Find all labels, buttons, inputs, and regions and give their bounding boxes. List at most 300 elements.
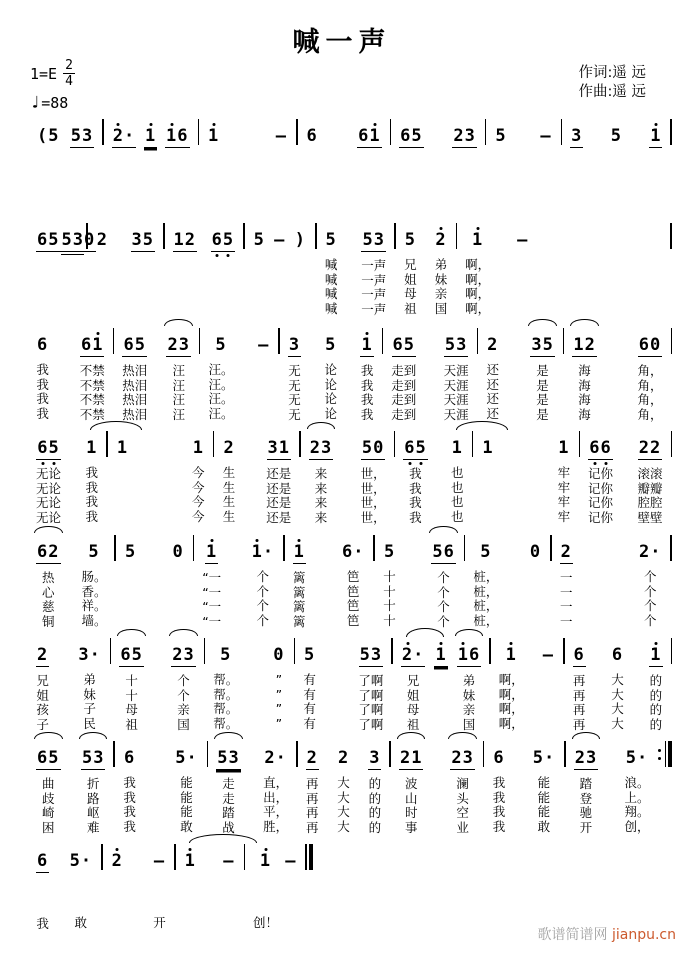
note-char: 5 [48,230,60,250]
note-char: 5 [403,335,415,355]
note-char: 3 [72,230,84,250]
lyric-syllable [46,303,50,318]
lyric-syllable: 我 [409,495,422,510]
lyric-syllable [439,674,443,689]
lyric-stack [560,571,573,629]
lyric-syllable: 祖 [125,716,138,732]
lyric-stack [76,259,80,317]
note-column [625,740,650,835]
lyric-syllable: 十 [383,569,396,584]
measure [391,740,483,835]
note-column [530,327,555,422]
lyric-syllable [534,599,538,614]
lyric-stack [36,363,49,421]
lyric-stack [573,674,586,732]
octave-dot-low [53,462,56,465]
note-char: 5 [134,335,146,355]
note-group [357,118,382,148]
lyric-syllable: 不禁 [79,377,105,393]
note-group [471,222,484,251]
octave-dot-low [41,462,44,465]
note-char: 2 [560,542,572,562]
measure [317,222,395,317]
note-char: 5 [253,230,265,250]
lyric-stack [85,466,98,524]
measure [298,740,390,835]
note-group [153,843,166,872]
note-char: 6 [341,542,354,562]
octave-dot-low [605,462,608,465]
note-char: – [285,851,297,871]
lyric-syllable: 个 [437,570,450,585]
note-column [434,222,447,316]
lyric-syllable: 业 [456,819,469,835]
note-char: 2 [37,645,49,665]
note-column [70,118,95,148]
lyric-syllable: 篱 [292,570,306,585]
note-group [306,740,319,770]
note-char: 5 [444,335,457,355]
lyric-stack [298,258,302,316]
note-group [211,222,236,252]
lyric-syllable: 崎 [41,805,55,820]
lyric-syllable: 十 [383,612,396,628]
lyric-syllable: 世， [360,509,386,525]
lyric-syllable [521,258,525,273]
note-char: 6 [611,645,624,665]
lyric-syllable: 踏 [222,805,235,820]
measure [111,637,203,732]
note-char: 2 [399,748,412,768]
lyric-syllable: 世， [360,480,386,496]
note-char: 6 [400,126,412,146]
note-column [293,534,306,629]
lyric-syllable: 香。 [81,583,107,599]
lyric-syllable: 再 [306,819,319,835]
lyric-syllable: 有 [303,715,316,731]
measure [176,843,244,931]
note-char: 5 [495,126,507,146]
note-column [111,843,124,931]
note-column [171,637,196,732]
note-char: 1 [145,128,156,145]
note-char: 6 [573,645,585,665]
octave-dot-high [476,227,479,230]
note-char: 1 [252,544,263,561]
lyric-stack [289,916,293,931]
lyric-syllable: 喊 [324,300,338,316]
lyric-stack [444,364,469,422]
note-group [638,534,663,563]
lyric-syllable: “一 [202,570,222,585]
lyric-syllable: 喊 [324,286,338,301]
note-char: 6 [37,748,49,768]
note-column [216,740,241,835]
lyric-syllable: 滚滚 [637,466,663,481]
note-column [572,327,597,422]
lyric-syllable: 个 [177,673,190,688]
note-column [539,118,552,147]
lyric-stack [435,258,448,316]
note-char: 3 [78,645,90,665]
note-column [457,637,482,732]
note-column [399,118,424,148]
note-column [573,637,586,732]
lyric-syllable [546,702,550,717]
measure [393,637,489,732]
note-char: 1 [506,647,517,664]
note-column [213,637,238,731]
lyric-syllable: 路 [86,790,100,806]
note-char: 5 [359,645,371,665]
lyric-syllable: 心 [41,584,55,600]
lyric-stack [486,466,490,524]
note-column [542,637,555,731]
note-char: 6 [123,335,135,355]
note-char: 6 [177,126,189,146]
lyric-syllable: 我 [409,509,422,525]
watermark-site-name: 歌谱简谱网 [537,927,612,943]
note-char: 6 [589,440,600,457]
note-group [81,740,106,770]
lyric-syllable: 汪。 [208,362,234,377]
note-group [77,637,102,666]
lyric-syllable: 妹 [462,687,476,703]
note-group [309,430,334,460]
slur-arc [570,319,599,326]
lyric-syllable: 大 [337,818,350,834]
note-group [539,118,552,147]
note-group [207,118,220,147]
note-group [434,222,447,251]
lyric-syllable [100,287,104,302]
lyric-syllable: 创！ [253,915,279,930]
music-system-1 [28,118,672,148]
lyric-syllable: 无 [288,406,301,422]
lyric-stack [463,674,476,732]
lyric-syllable: 个 [256,612,270,628]
lyric-stack [361,467,386,525]
octave-dot-high [264,848,267,851]
lyric-syllable: 子 [83,701,96,716]
lyric-syllable: 折 [86,776,100,791]
lyric-syllable [534,570,538,585]
note-char: 2 [113,128,124,145]
lyric-stack [358,674,383,732]
note-char: · [413,645,425,665]
note-column [399,740,424,835]
lyric-syllable: 驰 [579,805,593,820]
note-column [36,222,61,317]
lyric-syllable: 无论 [36,480,62,496]
note-column [253,222,266,316]
note-char: 5 [625,748,638,768]
lyric-syllable [298,287,302,302]
note-column [492,740,505,834]
note-group [272,637,285,666]
lyric-syllable: 走到 [391,363,417,378]
note-char: 1 [451,438,463,458]
note-group [214,327,227,356]
lyric-syllable: 我 [85,465,98,480]
note-group [36,637,49,667]
note-char: 5 [404,230,416,250]
note-char: 1 [482,438,494,458]
lyric-syllable: 创， [624,818,650,834]
note-group [492,740,505,769]
measure [114,327,199,422]
lyric-stack [75,916,88,931]
note-char: 2 [264,748,276,768]
note-group [611,637,624,666]
lyric-syllable: 战 [222,819,235,835]
lyric-syllable: 个 [437,599,450,614]
measure [564,327,670,422]
lyric-syllable: 热泪 [122,392,148,407]
lyric-stack [473,570,498,628]
note-column [570,118,583,148]
lyric-syllable [298,258,302,273]
lyric-syllable: 个 [437,613,450,629]
measure [199,118,296,147]
lyric-syllable: 母 [125,702,138,717]
note-column [529,534,542,628]
music-system-8 [28,843,313,932]
lyric-stack [183,259,187,317]
note-char: 2 [574,748,586,768]
note-group [36,843,49,873]
note-column [77,637,102,732]
note-char: 2 [487,335,499,355]
lyric-syllable [262,363,266,378]
lyric-syllable: 是 [536,363,549,378]
lyric-syllable: 登 [579,790,593,806]
note-char: 0 [172,542,184,562]
lyric-syllable: 啊， [465,271,491,287]
note-char: 2 [112,853,123,870]
lyric-syllable: 能 [537,789,551,805]
lyric-stack [546,673,550,731]
note-char: – [517,230,529,250]
octave-dot-high [654,642,657,645]
lyric-syllable: 记你 [588,480,614,496]
note-group [131,222,156,252]
lyric-syllable: 十 [125,673,138,688]
lyric-stack [257,258,261,316]
lyric-syllable: 曲 [41,776,55,791]
lyric-syllable: 一声 [361,301,387,317]
note-char: 5 [411,126,423,146]
note-char: 1 [472,232,483,249]
lyric-syllable: 一声 [361,272,387,288]
lyric-syllable: 无论 [36,466,62,481]
lyric-syllable [183,274,187,289]
lyric-syllable: 再 [572,687,586,703]
octave-dot-high [406,642,409,645]
note-char: 3 [82,126,94,146]
lyric-syllable: 汪。 [208,391,234,406]
lyric-syllable [486,495,490,510]
lyric-syllable: 论 [324,405,338,421]
lyric-syllable: 澜 [456,776,469,791]
note-column [153,843,166,931]
measure [486,118,560,147]
note-char: – [153,851,166,871]
octave-dot-high [439,227,442,230]
note-group [116,430,129,459]
lyric-syllable: 的 [649,716,663,732]
lyric-syllable [188,916,192,931]
note-column [124,534,137,628]
lyric-syllable [46,288,50,303]
lyric-syllable [486,481,490,496]
note-char: 3 [370,645,383,665]
note-char: 3 [131,230,143,250]
note-group [294,222,307,251]
lyric-syllable: 再 [306,805,319,820]
lyric-syllable: 角， [637,406,663,422]
note-group [184,843,197,872]
note-char: ( [37,126,49,146]
lyric-syllable: 是 [536,406,549,422]
note-char: 2 [337,748,350,768]
lyric-syllable: 我 [123,818,136,834]
note-char: 6 [212,232,223,249]
lyric-syllable: 铜 [41,613,55,629]
lyric-syllable: 记你 [588,466,614,481]
lyric-stack [521,258,525,316]
lyric-syllable: 记你 [588,495,614,510]
note-column [499,637,524,731]
note-char: 1 [185,853,196,870]
measure [383,327,476,422]
note-column [306,740,319,835]
note-char: 1 [260,853,271,870]
note-char: 3 [178,335,190,355]
note-char: 3 [531,335,543,355]
measure [457,222,670,316]
lyric-syllable [546,673,550,688]
tie-arc [90,421,142,430]
note-column [36,327,49,422]
note-char: 5 [610,126,622,146]
lyric-stack [638,364,663,422]
note-column [451,430,464,525]
lyric-syllable: 民 [83,715,96,731]
lyric-syllable: 来 [314,495,328,510]
measure [28,843,101,932]
lyric-stack [253,916,278,931]
slur-arc [572,732,601,739]
measure [28,222,96,317]
music-system-4 [28,430,672,525]
lyric-syllable: 亲 [177,702,190,717]
lyric-syllable [76,288,80,303]
note-column [81,534,106,629]
note-group [361,222,386,252]
lyric-syllable: 头 [456,790,469,806]
lyric-stack [266,467,291,525]
note-group [69,843,94,872]
lyric-syllable [129,585,133,600]
note-group [572,327,597,357]
note-column [649,118,662,148]
lyric-stack [208,363,233,421]
note-char: 6 [37,542,49,562]
lyric-syllable: 开 [579,819,593,835]
lyric-syllable: 亲 [434,286,448,301]
note-group [341,534,366,563]
note-char: 3 [464,126,476,146]
note-char: · [637,748,649,768]
note-group [451,430,464,459]
octave-dot-high [189,848,192,851]
lyric-syllable: 走到 [391,406,417,422]
lyric-syllable: 还 [486,391,499,406]
measure [115,740,207,834]
lyric-syllable: 再 [572,673,586,688]
lyric-syllable: 一 [560,599,573,614]
lyric-stack [293,571,306,629]
tie-arc [189,834,257,843]
lyric-syllable: 热 [41,570,55,585]
note-char: 2 [96,230,108,250]
lyric-syllable: 笆 [346,598,360,613]
octave-dot-high [96,332,99,335]
lyric-syllable: 兄 [404,257,417,272]
lyric-stack [405,777,418,835]
lyric-stack [404,258,417,316]
lyric-syllable: 一声 [361,287,387,302]
lyric-syllable: 我 [36,405,49,421]
note-column [360,327,373,422]
lyric-syllable: 也 [451,508,464,524]
lyric-syllable [486,466,490,481]
lyric-syllable: 大 [337,775,350,790]
note-char: · [650,542,662,562]
lyric-stack [315,467,328,525]
note-char: 3 [585,748,598,768]
note-group [638,327,663,357]
lyric-syllable [129,614,133,629]
lyric-syllable: 海 [578,377,591,393]
lyric-syllable [100,258,104,273]
lyric-stack [278,258,282,316]
note-group [61,222,97,252]
lyric-stack [578,364,591,422]
lyric-syllable: 篱 [292,613,306,629]
note-column [303,637,316,732]
key-signature: 1=E [30,64,58,83]
note-group [560,534,573,564]
note-group [165,118,190,148]
note-group [306,118,319,147]
note-column [309,430,334,525]
note-group [205,534,218,564]
lyric-syllable: 我 [85,494,98,509]
lyric-syllable [439,689,443,704]
lyric-syllable: 无 [288,377,301,393]
lyric-syllable: 生 [222,508,236,524]
note-group [166,327,191,357]
note-char: 5 [480,542,492,562]
lyric-syllable [278,287,282,302]
key-time-signature [30,58,75,113]
lyric-stack [176,570,180,628]
octave-dot-high [462,642,465,645]
lyric-stack [465,258,490,316]
lyric-syllable: 热泪 [122,377,148,393]
